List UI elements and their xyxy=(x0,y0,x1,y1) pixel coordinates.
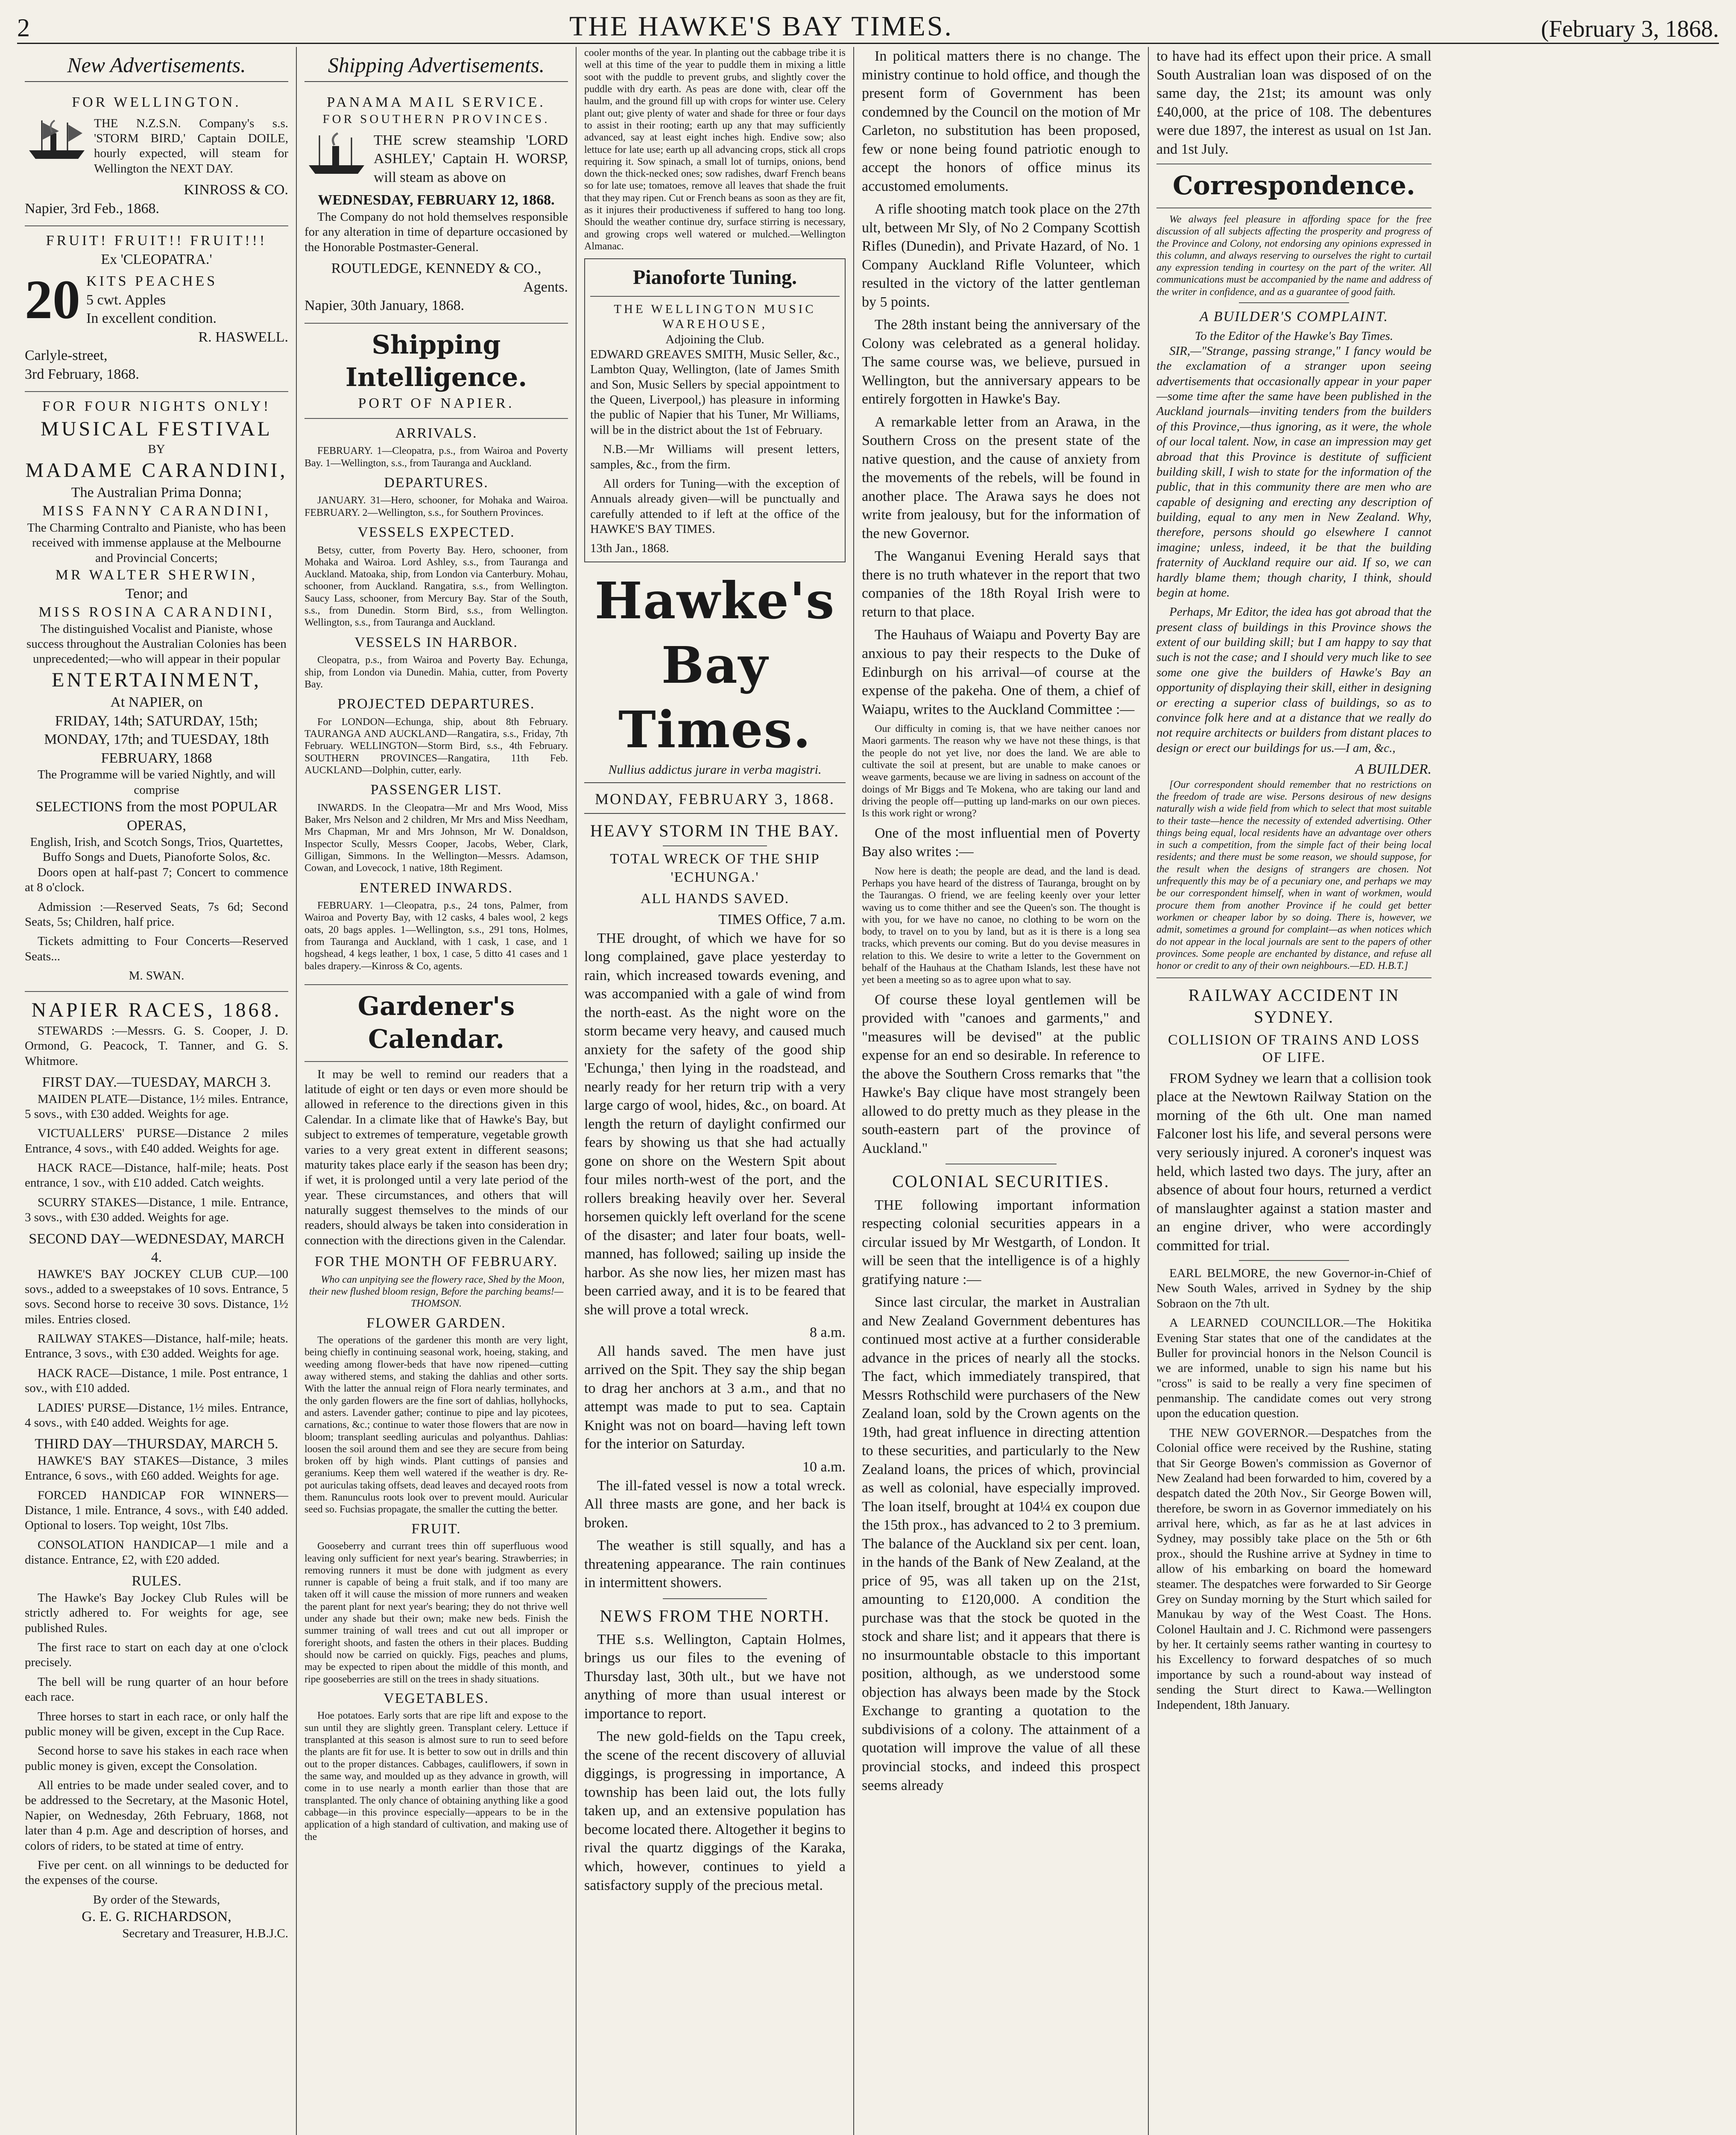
article-paragraph: The ill-fated vessel is now a total wreck. All three masts are gone, and her back is broken. xyxy=(584,1477,846,1531)
ad-note: The Company do not hold themselves responsible for any alteration in time of departure occasioned by the Honorable Postmaster-General. xyxy=(304,210,568,254)
shipping-intelligence-title: Shipping Intelligence. xyxy=(345,330,527,393)
letter-heading: A BUILDER'S COMPLAINT. xyxy=(1200,309,1388,325)
performer-name: MISS ROSINA CARANDINI, xyxy=(38,604,275,620)
issue-date: (February 3, 1868. xyxy=(1541,16,1719,42)
article-headline: HEAVY STORM IN THE BAY. xyxy=(590,821,840,841)
letter-to: To the Editor of the Hawke's Bay Times. xyxy=(1194,329,1393,343)
section-title-shipping-ads: Shipping Advertisements. xyxy=(304,51,568,82)
fruit-text: Gooseberry and currant trees thin off superfluous wood leaving only sufficient for next year's bearing. Strawberries; in removing runners it must be done with judgment as every runner is capable of being a fruit stalk, and if too many are taken off it will cause the mission of more runners and weaken the parent plant for next year's bearing; they do not thrive well under any shade but their own; make new beds. Finish the summer training of wall trees and cut out all improper or foreright shoots, and fasten the others in their places. Budding should now be carried on quickly. Figs, peaches and plums, may be expected to ripen about the middle of this month, and ripe gooseberries are still on the trees in shady situations. xyxy=(304,1541,568,1685)
ad-signer: KINROSS & CO. xyxy=(184,182,288,198)
race-entry: LADIES' PURSE—Distance, 1½ miles. Entrance, 4 sovs., with £40 added. Weights for age. xyxy=(25,1401,288,1430)
editor-note: [Our correspondent should remember that no restrictions on the freedom of trade are wise. Persons desirous of new designs naturally wish a wide field from which to select that most suitable to their taste—hence the necessity of extended advertising. Other things being equal, local residents have an advantage over others in such a competition, from the simple fact of their being local residents; and there must be some reason, we should suppose, for the result when the designs of strangers are chosen. Not unfrequently this may be of a pecuniary one, and perhaps we may be our correspondent himself, when in want of workmen, would procure them from another Province if he could get better workmen or cheaper labor by so doing. There is, however, we admit, sometimes a ground for complaint—as when notices which do not appear in the local journals are sent to the papers of other provinces. Some people are enchanted by distance, and refuse all honor or credit to any of their own neighbours.—ED. H.B.T.] xyxy=(1156,779,1432,972)
harbor-heading: VESSELS IN HARBOR. xyxy=(354,634,518,650)
flower-text: The operations of the gardener this month are very light, being chiefly in continuing seasonal work, hoeing, staking, and weeding among flower-beds that have now ripened—cutting away withered stems, and staking the dahlias and other sorts. With the latter the annual reign of Flora nearly terminates, and the only garden flowers are the fine sort of dahlias, hollyhocks, and asters. Lavender gather; continue to pipe and lay picotees, carnations, &c.; continue to water those flowers that are now in bloom; transplant seedling auriculas and polyanthus. Dahlias: loosen the soil around them and see they are secure from being broken off by high winds. Plant cuttings of pansies and geraniums. Keep them well watered if the weather is dry. Re-pot auriculas taking offsets, dead leaves and decayed roots from them. Ranunculus roots look over to prevent mould. Auricular seed so. Fuchsias propagate, the smaller the cutting the better. xyxy=(304,1335,568,1515)
newspaper-motto: Nullius addictus jurare in verba magistri. xyxy=(584,762,846,783)
article-time: TIMES Office, 7 a.m. xyxy=(718,912,846,928)
performer-desc: The distinguished Vocalist and Pianiste, whose success throughout the Australian Colonies has been unprecedented;—who will appear in their popular xyxy=(26,622,287,666)
month-heading: FOR THE MONTH OF FEBRUARY. xyxy=(314,1254,558,1270)
rule: The Hawke's Bay Jockey Club Rules will be strictly adhered to. For weights for age, see published Rules. xyxy=(25,1591,288,1635)
ad-line: 5 cwt. Apples xyxy=(86,292,166,308)
show-dates: FRIDAY, 14th; SATURDAY, 15th; MONDAY, 17th; and TUESDAY, 18th FEBRUARY, 1868 xyxy=(44,713,269,766)
gardeners-calendar-title: Gardener's Calendar. xyxy=(357,991,515,1054)
performer-name: MR WALTER SHERWIN, xyxy=(55,567,258,583)
arrivals-list: FEBRUARY. 1—Cleopatra, p.s., from Wairoa and Poverty Bay. 1—Wellington, s.s., from Tauranga and Auckland. xyxy=(304,445,568,469)
performer-desc: The Charming Contralto and Pianiste, who has been received with immense applause at the Melbourne and Provincial Concerts; xyxy=(27,521,286,565)
article-headline: NEWS FROM THE NORTH. xyxy=(600,1606,830,1626)
entertainment-title: ENTERTAINMENT, xyxy=(52,668,261,691)
ad-date: 13th Jan., 1868. xyxy=(590,541,669,556)
news-item: A LEARNED COUNCILLOR.—The Hokitika Evening Star states that one of the candidates at the Buller for provincial honors in the Nelson Council is we are informed, unable to sign his name but his "cross" is said to be really a very fine specimen of penmanship. The candidate comes out very strong upon the education question. xyxy=(1156,1316,1432,1421)
rule: The bell will be rung quarter of an hour before each race. xyxy=(25,1675,288,1704)
rules-heading: RULES. xyxy=(132,1573,182,1589)
race-day: THIRD DAY—THURSDAY, MARCH 5. xyxy=(35,1436,278,1452)
shipping-intelligence xyxy=(304,324,568,985)
race-entry: HAWKE'S BAY JOCKEY CLUB CUP.—100 sovs., added to a sweepstakes of 10 sovs. Entrance, 5 sovs. Second horse to receive 30 sovs. Distance, 1½ miles. Entries closed. xyxy=(25,1267,288,1326)
order-line: By order of the Stewards, xyxy=(93,1892,220,1907)
rule: Three horses to start in each race, or only half the public money will be given, except in the Cup Race. xyxy=(25,1709,288,1738)
ad-sub: FOR SOUTHERN PROVINCES. xyxy=(322,112,550,126)
article-paragraph: Since last circular, the market in Australian and New Zealand Government debentures has continued most active at a further considerable advance in the prices of nearly all the stocks. The fact, which immediately transpired, that Messrs Rothschild were purchasers of the New Zealand loan, sold by the Crown agents on the 19th, had great influence in directing attention to these securities, and particularly to the New Zealand loans, the prices of which, provincial as well as colonial, have especially improved. The loan itself, brought at 104¼ ex coupon due the 15th prox., has advanced to 2 to 3 premium. The balance of the Auckland six per cent. loan, in the hands of the Bank of New Zealand, at the price of 95, was all taken up on the 21st, amounting to £120,000. A condition the purchase was that the stock be quoted in the stock and share list; and it appears that there is no insurmountable obstacle to this important position, although, as we understood some objection has always been made by the Stock Exchange to granting a quotation to the subdivisions of a colony. The attainment of a quotation will improve the value of all these provincial stocks, and indeed this prospect seems already xyxy=(862,1294,1140,1793)
ad-heading: FRUIT! FRUIT!! FRUIT!!! xyxy=(46,233,267,249)
article-paragraph: The 28th instant being the anniversary of the Colony was celebrated as a general holiday. The same course was, we believe, pursued in Wellington, but the anniversary appears to be entirely forgotten in Hawke's Bay. xyxy=(862,317,1140,407)
tickets: Tickets admitting to Four Concerts—Reserved Seats... xyxy=(25,934,288,963)
column-1 xyxy=(17,47,297,2135)
entered-list: FEBRUARY. 1—Cleopatra, p.s., 24 tons, Palmer, from Wairoa and Poverty Bay, with 12 casks, 4 bales wool, 2 kegs oats, 20 bags apples. 1—Wellington, s.s., 291 tons, Holmes, from Tauranga and Auckland, with 1 cask, 1 case, and 1 hogshead, 4 kegs leather, 1 box, 1 case, 5 ditto 41 cases and 1 bales drapery.—Kinross & Co, agents. xyxy=(304,900,568,972)
letter-signature: A BUILDER. xyxy=(1355,761,1432,778)
steamship-icon xyxy=(304,131,369,178)
letter-builders-complaint xyxy=(1156,307,1432,972)
ad-napier-races xyxy=(25,992,288,1949)
signer: G. E. G. RICHARDSON, xyxy=(82,1909,231,1925)
race-entry: MAIDEN PLATE—Distance, 1½ miles. Entrance, 5 sovs., with £30 added. Weights for age. xyxy=(25,1092,288,1121)
newspaper-page xyxy=(17,47,1719,2135)
article-paragraph: All hands saved. The men have just arrived on the Spit. They say the ship began to drag her anchors at 3 a.m., and that no attempt was made to put to sea. Captain Knight was not on board—having left town for the interior on Saturday. xyxy=(584,1343,846,1452)
ad-date: 3rd February, 1868. xyxy=(25,366,139,382)
garden-continued: cooler months of the year. In planting out the cabbage tribe it is well at this time of the year to puddle them in mixing a little soot with the puddle to prevent grubs, and slightly cover the puddle with dry earth. As peas are done with, clear off the haulm, and the ground fill up with crops for winter use. Celery plant out; give plenty of water and shade for three or four days to assist in their rooting; earth up any that may sufficiently advanced, say at least eight inches high. Endive sow; also lettuce for late use; earth up all advancing crops, stick all crops requiring it. Sow spinach, a small lot of turnips, onions, bend down the thick-necked ones; sow radishes, dwarf French beans so for late use; tomatoes, remove all leaves that shade the fruit that they may ripen. Cut or French beans as soon as they are fit, as it injures their productiveness if suffered to hang too long. Should the weather continue dry, surface stirring is necessary, and growing crops well watered or mulched.—Wellington Almanac. xyxy=(584,47,846,252)
harbor-list: Cleopatra, p.s., from Wairoa and Poverty Bay. Echunga, ship, from London via Dunedin. Mahia, cutter, from Poverty Bay. xyxy=(304,655,568,690)
quoted-letter: Now here is death; the people are dead, and the land is dead. Perhaps you have heard of the distress of Tauranga, brought on by the Taurangas. O friend, we are feeling keenly over your letter waving us to come thither and see the Queen's son. The thought is with you, for we have no canoe, no clothing to be worn on the body, to travel on to you by land, but as it is there is a long sea tracks, which prevents our coming. But do you devise measures in relation to this. We desire to write a letter to the Government on behalf of the Hauhaus at the Chatham Islands, lest these have not yet been a meeting so as to agree upon what to say. xyxy=(862,866,1140,986)
race-entry: CONSOLATION HANDICAP—1 mile and a distance. Entrance, £2, with £20 added. xyxy=(25,1538,288,1567)
ad-address: Carlyle-street, xyxy=(25,348,108,364)
article-paragraph: A rifle shooting match took place on the 27th ult, between Mr Sly, of No 2 Company Scottish Rifles (Dunedin), and Private Hazard, of No. 1 Company Auckland Rifle Volunteer, which resulted in the victory of the latter gentleman by 5 points. xyxy=(862,201,1140,310)
article-paragraph: The Wanganui Evening Herald says that there is no truth whatever in the report that two companies of the 18th Royal Irish were to return to that place. xyxy=(862,548,1140,620)
gardeners-calendar xyxy=(304,985,568,1855)
race-entry: SCURRY STAKES—Distance, 1 mile. Entrance, 3 sovs., with £30 added. Weights for age. xyxy=(25,1195,288,1225)
vegetables-heading: VEGETABLES. xyxy=(384,1690,489,1706)
ad-body: THE screw steamship 'LORD ASHLEY,' Captain H. WORSP, will steam as above on xyxy=(374,132,568,185)
festival-title: MUSICAL FESTIVAL xyxy=(41,417,272,440)
projected-list: For LONDON—Echunga, ship, about 8th February. TAURANGA AND AUCKLAND—Rangatira, s.s., Friday, 7th February. WELLINGTON—Storm Bird, s.s., 4th February. SOUTHERN PROVINCES—Rangatira, 11th Feb. AUCKLAND—Dolphin, cutter, early. xyxy=(304,716,568,776)
letter-paragraph: Perhaps, Mr Editor, the idea has got abroad that the present class of buildings in this Province shows the extent of our building skill; but I am happy to say that such is not the case; and I should very much like to see some one give the builders of Hawke's Bay an opportunity of displaying their skill, either in designing or erecting a superior class of buildings, so as to convince folk here and at a distance that we really do not require architects or builders from distant places to design or erect our buildings for us.—I am, &c., xyxy=(1156,605,1432,755)
projected-heading: PROJECTED DEPARTURES. xyxy=(337,696,535,712)
ad-nb: N.B.—Mr Williams will present letters, samples, &c., from the firm. xyxy=(590,442,840,471)
article-paragraph: to have had its effect upon their price. A small South Australian loan was disposed of on the same day, the 21st; its amount was only £40,000, at the price of 108. The debentures were due 1897, the interest as usual on 1st Jan. and 1st July. xyxy=(1156,48,1432,157)
news-item: EARL BELMORE, the new Governor-in-Chief of New South Wales, arrived in Sydney by the ship Sobraon on the 7th ult. xyxy=(1156,1266,1432,1310)
rule: Five per cent. on all winnings to be deducted for the expenses of the course. xyxy=(25,1858,288,1887)
ad-signer: R. HASWELL. xyxy=(198,329,288,345)
fruit-heading: FRUIT. xyxy=(411,1521,461,1537)
performer-name: MISS FANNY CARANDINI, xyxy=(42,503,271,519)
ad-pianoforte-tuning xyxy=(584,258,846,562)
ad-panama-mail xyxy=(304,88,568,324)
performer-name: MADAME CARANDINI, xyxy=(25,459,288,482)
article-paragraph: A remarkable letter from an Arawa, in the Southern Cross on the present state of the native question, and the cause of anxiety from the movements of the rebels, will be found in another place. The Arawa says he does not write from jealousy, but for the information of the new Governor. xyxy=(862,414,1140,541)
ad-sub: Ex 'CLEOPATRA.' xyxy=(101,251,212,267)
selections: SELECTIONS from the most POPULAR OPERAS, xyxy=(35,799,278,834)
passenger-list: INWARDS. In the Cleopatra—Mr and Mrs Wood, Miss Baker, Mrs Nelson and 2 children, Mr Mrs and Miss Needham, Mrs Chapman, Mr and Mrs Johnson, Mr W. Donaldson, Inspector Scully, Messrs Cooper, Jacobs, Weber, Clark, Gilligan, Simmons. In the Wellington—Messrs. Adamson, Cowan, and Lovecock, 1 native, 18th Regiment. xyxy=(304,802,568,874)
verse: Who can unpitying see the flowery race, Shed by the Moon, their new flushed bloom resign, Before the parching beams!—THOMSON. xyxy=(309,1274,565,1310)
stewards: STEWARDS :—Messrs. G. S. Cooper, J. D. Ormond, G. Peacock, T. Tanner, and G. S. Whitmore. xyxy=(25,1024,288,1068)
admission: Admission :—Reserved Seats, 7s 6d; Second Seats, 5s; Children, half price. xyxy=(25,900,288,929)
steamship-icon xyxy=(25,116,89,163)
article-heavy-storm xyxy=(584,820,846,1592)
rule: All entries to be made under sealed cover, and to be addressed to the Secretary, at the Masonic Hotel, Napier, on Wednesday, 26th February, 1868, not later than 4 p.m. Age and description of horses, and colors of riders, to be stated at time of entry. xyxy=(25,1778,288,1853)
page-number: 2 xyxy=(17,14,30,42)
departures-list: JANUARY. 31—Hero, schooner, for Mohaka and Wairoa. FEBRUARY. 2—Wellington, s.s., for Southern Provinces. xyxy=(304,495,568,518)
ad-body: EDWARD GREAVES SMITH, Music Seller, &c., Lambton Quay, Wellington, (late of James Smith and Son, Music Sellers by special appointment to the Queen, Liverpool,) has pleasure in informing the public of Napier that his Tuner, Mr Williams, will be in the district about the 1st of February. xyxy=(590,347,840,437)
ad-date: Napier, 3rd Feb., 1868. xyxy=(25,200,159,216)
flower-heading: FLOWER GARDEN. xyxy=(366,1315,506,1331)
ad-line: KITS PEACHES xyxy=(86,273,218,290)
programme: The Programme will be varied Nightly, and will comprise xyxy=(37,768,276,797)
paper-title: THE HAWKE'S BAY TIMES. xyxy=(569,11,953,42)
ad-for-wellington xyxy=(25,88,288,226)
column-4 xyxy=(854,47,1149,2135)
venue: At NAPIER, on xyxy=(110,694,203,711)
article-headline: COLONIAL SECURITIES. xyxy=(892,1172,1110,1191)
masthead xyxy=(17,13,1719,44)
article-paragraph: Of course these loyal gentlemen will be provided with "canoes and garments," and "measures will be devised" at the public expense for an end so desirable. In reference to the above the Southern Cross remarks that "the Hawke's Bay clique have most strangely been allowed to do pretty much as they please in the south-eastern part of the province of Auckland." xyxy=(862,991,1140,1156)
article-headline: RAILWAY ACCIDENT IN SYDNEY. xyxy=(1188,985,1400,1027)
ad-body: THE N.Z.S.N. Company's s.s. 'STORM BIRD,' Captain DOILE, hourly expected, will steam for Wellington the NEXT DAY. xyxy=(94,116,288,175)
ad-heading: FOR FOUR NIGHTS ONLY! xyxy=(42,398,271,415)
ad-heading: PANAMA MAIL SERVICE. xyxy=(327,94,546,110)
section-title-new-ads: New Advertisements. xyxy=(25,51,288,82)
departures-heading: DEPARTURES. xyxy=(384,474,489,491)
article-paragraph: In political matters there is no change. The ministry continue to hold office, and though the present form of Government has been condemned by the Council on the motion of Mr Carleton, no substitution has been proposed, few or none being found patriotic enough to accept the honors of office minus its accustomed emoluments. xyxy=(862,48,1140,194)
ad-date: Napier, 30th January, 1868. xyxy=(304,298,465,314)
issue-dateline: MONDAY, FEBRUARY 3, 1868. xyxy=(584,789,846,814)
correspondence-title: Correspondence. xyxy=(1173,171,1415,201)
article-paragraph: The new gold-fields on the Tapu creek, the scene of the recent discovery of alluvial diggings, is progressing in importance, A township has been laid out, the lots fully taken up, and an extensive population has become located there. Altogether it begins to rival the quartz diggings of the Karaka, which, however, continues to yield a satisfactory supply of the precious metal. xyxy=(584,1728,846,1893)
rule: Second horse to save his stakes in each race when public money is given, except the Consolation. xyxy=(25,1744,288,1773)
ad-line: In excellent condition. xyxy=(86,310,217,327)
port-heading: PORT OF NAPIER. xyxy=(358,395,515,412)
ad-musical-festival xyxy=(25,392,288,992)
column-2 xyxy=(297,47,577,2135)
ad-heading: FOR WELLINGTON. xyxy=(72,94,241,110)
race-day: SECOND DAY—WEDNESDAY, MARCH 4. xyxy=(29,1231,284,1266)
race-entry: VICTUALLERS' PURSE—Distance 2 miles Entrance, 4 sovs., with £40 added. Weights for age. xyxy=(25,1126,288,1155)
race-entry: HACK RACE—Distance, 1 mile. Post entrance, 1 sov., with £10 added. xyxy=(25,1366,288,1395)
article-paragraph: THE following important information respecting colonial securities appears in a circular issued by Mr Westgarth, of London. It will be seen that the intelligence is of a highly gratifying nature :— xyxy=(862,1197,1140,1287)
races-title: NAPIER RACES, 1868. xyxy=(31,999,282,1022)
letter-paragraph: SIR,—"Strange, passing strange," I fancy would be the exclamation of a stranger upon seeing advertisements that occasionally appear in your paper—some time after the same have been published in the Auckland journals—inviting tenders from the builders of this Province,—thus ignoring, as it were, the whole of our local talent. Now, in case an impression may get abroad that this Province is destitute of sufficient building skill, I wish to state for the information of the public, that in this community there are men who are capable of designing and erecting any description of building, equal to any men in New Zealand. Why, therefore, persons should go elsewhere I cannot imagine; unless, indeed, it be that the building fraternity of Auckland require our aid. If so, we can hardly blame them; though charity, I think, should begin at home. xyxy=(1156,344,1432,600)
article-paragraph: The weather is still squally, and has a threatening appearance. The rain continues in intermittent showers. xyxy=(584,1538,846,1591)
race-day: FIRST DAY.—TUESDAY, MARCH 3. xyxy=(42,1074,271,1090)
article-railway-accident xyxy=(1156,984,1432,1255)
article-time: 10 a.m. xyxy=(802,1459,846,1475)
ad-heading: Pianoforte Tuning. xyxy=(632,266,797,289)
race-entry: HAWKE'S BAY STAKES—Distance, 3 miles Entrance, 6 sovs., with £60 added. Weights for age. xyxy=(25,1454,288,1483)
ad-orders: All orders for Tuning—with the exception of Annuals already given—will be punctually and carefully attended to if left at the office of the HAWKE'S BAY TIMES. xyxy=(590,477,840,536)
calendar-intro: It may be well to remind our readers that a latitude of eight or ten days or even more should be allowed in reference to the directions given in this Calendar. In a climate like that of Hawke's Bay, but subject to extremes of temperature, vegetable growth varies to a very great extent in different seasons; maturity takes place early if the season has been dry; if wet, it is prolonged until a very late period of the year. These circumstances, and others that will naturally suggest themselves to the minds of our readers, should always be taken into consideration in connection with the directions given in the Calendar. xyxy=(304,1067,568,1247)
entered-heading: ENTERED INWARDS. xyxy=(360,880,513,896)
quoted-letter: Our difficulty in coming is, that we have neither canoes nor Maori garments. The reason why we have not these things, is that the people do not yet live, nor does the land. We are able to cultivate the soil at present, but are unable to make canoes or weave garments, because we are living in sadness on account of the doings of Mr Biggs and Te Mokena, who are taking our land and driving the people off—putting up land-marks on our own pieces. Is this work right or wrong? xyxy=(862,723,1140,819)
article-paragraph: One of the most influential men of Poverty Bay also writes :— xyxy=(862,825,1140,860)
performer-desc: Tenor; and xyxy=(125,585,188,602)
songs: English, Irish, and Scotch Songs, Trios, Quartettes, Buffo Songs and Duets, Pianoforte Solos, &c. xyxy=(30,835,283,864)
column-3 xyxy=(577,47,854,2135)
article-paragraph: The Hauhaus of Waiapu and Poverty Bay are anxious to pay their respects to the Duke of Edinburgh on his arrival—of course at the expense of the pakeha. One of them, a chief of Waiapu, writes to the Auckland Committee :— xyxy=(862,627,1140,717)
by-line: BY xyxy=(148,442,165,456)
arrivals-heading: ARRIVALS. xyxy=(395,425,477,441)
news-item: THE NEW GOVERNOR.—Despatches from the Colonial office were received by the Rushine, stating that Sir George Bowen's commission as Governor of New Zealand had been forwarded to him, covered by a despatch dated the 20th Nov., Sir George Bowen will, therefore, be sworn in as Governor immediately on his arrival here, which, as far as he at last advices in Sydney, may possibly take place on the 5th or 6th prox., should the Rushine arrive at Sydney in time to allow of his embarking on board the homeward steamer. The despatches were forwarded to Sir George Grey on Sunday morning by the Sturt which sailed for Manukau by way of the West Coast. The Hons. Colonel Haultain and J. C. Richmond were passengers by her. It certainly seems rather wanting in courtesy to his Excellency to forward despatches of so much importance by such a round-about way instead of sending the Sturt direct to Kawa.—Wellington Independent, 18th January. xyxy=(1156,1426,1432,1712)
expected-heading: VESSELS EXPECTED. xyxy=(357,524,515,541)
article-time: 8 a.m. xyxy=(809,1325,846,1341)
store-adjoining: Adjoining the Club. xyxy=(665,332,764,346)
doors: Doors open at half-past 7; Concert to commence at 8 o'clock. xyxy=(25,865,288,895)
ad-number: 20 xyxy=(25,269,80,331)
rule: The first race to start on each day at one o'clock precisely. xyxy=(25,1641,288,1670)
ad-fruit xyxy=(25,226,288,392)
expected-list: Betsy, cutter, from Poverty Bay. Hero, schooner, from Mohaka and Wairoa. Lord Ashley, s.s., from Tauranga and Auckland. Matoaka, ship, from London via Canterbury. Mohau, schooner, from Auckland. Rangatira, s.s., from Wellington. Saucy Lass, schooner, from Mercury Bay. Star of the South, s.s., from Dunedin. Storm Bird, s.s., from Wellington. Wellington, s.s., from Tauranga and Auckland. xyxy=(304,544,568,629)
performer-desc: The Australian Prima Donna; xyxy=(71,484,242,500)
article-colonial-securities xyxy=(862,1170,1140,1795)
article-subhead: ALL HANDS SAVED. xyxy=(640,890,790,907)
article-paragraph: THE drought, of which we have for so long complained, gave place yesterday to rain, which increased towards evening, and was accompanied with a gale of wind from the north-east. As the night wore on the storm became very heavy, and caused much anxiety for the safety of the good ship 'Echunga,' then lying in the roadstead, and nearly ready for her return trip with a very large cargo of wool, hides, &c., on board. At length the return of daylight confirmed our fears by showing us that she had actually gone on shore on the Western Spit about four miles north-west of the port, and the rollers breaking heavily over her. Several horsemen quickly left overland for the scene of the disaster; and later four boats, well-manned, has followed; sailing up inside the harbor. As she now lies, her mizen mast has been carried away, and it is to be feared that she will prove a total wreck. xyxy=(584,930,846,1318)
column-5 xyxy=(1149,47,1439,2135)
newspaper-nameplate: Hawke's Bay Times. xyxy=(594,570,835,759)
sail-date: WEDNESDAY, FEBRUARY 12, 1868. xyxy=(318,192,555,208)
store-name: THE WELLINGTON MUSIC WAREHOUSE, xyxy=(614,302,816,331)
signer-role: Secretary and Treasurer, H.B.J.C. xyxy=(122,1926,288,1940)
passenger-heading: PASSENGER LIST. xyxy=(370,782,502,798)
article-paragraph: FROM Sydney we learn that a collision took place at the Newtown Railway Station on the morning of the 6th ult. One man named Falconer lost his life, and several persons were very seriously injured. A coroner's inquest was held, which lasted two days. The jury, after an absence of about four hours, returned a verdict of manslaughter against a station master and an engine driver, who were accordingly committed for trial. xyxy=(1156,1070,1432,1254)
race-entry: HACK RACE—Distance, half-mile; heats. Post entrance, 1 sov., with £10 added. Catch weights. xyxy=(25,1161,288,1190)
article-news-north xyxy=(584,1605,846,1895)
article-paragraph: THE s.s. Wellington, Captain Holmes, brings us our files to the evening of Thursday last, 30th ult., but we have not anything of more than usual interest or importance to report. xyxy=(584,1631,846,1722)
article-subhead: COLLISION OF TRAINS AND LOSS OF LIFE. xyxy=(1168,1032,1420,1066)
race-entry: RAILWAY STAKES—Distance, half-mile; heats. Entrance, 3 sovs., with £30 added. Weights for age. xyxy=(25,1332,288,1361)
ad-signer: ROUTLEDGE, KENNEDY & CO., xyxy=(331,260,542,277)
ad-role: Agents. xyxy=(523,279,568,295)
agent: M. SWAN. xyxy=(129,969,184,983)
vegetables-text: Hoe potatoes. Early sorts that are ripe lift and expose to the sun until they are slightly green. Transplant celery. Lettuce if transplanted at this season is almost sure to run to seed before the plants are fit for use. It is better to sow out in drills and thin out to the proper distances. Cabbages, cauliflowers, if sown in the same way, and moulded up as they advance in growth, will come in to use nearly a month earlier than those that are transplanted. The only chance of obtaining anything like a good cabbage—in this province especially—appears to be in the application of a high standard of cultivation, and making use of the xyxy=(304,1710,568,1843)
race-entry: FORCED HANDICAP FOR WINNERS—Distance, 1 mile. Entrance, 4 sovs., with £40 added. Optional to losers. Top weight, 10st 7lbs. xyxy=(25,1488,288,1533)
article-subhead: TOTAL WRECK OF THE SHIP 'ECHUNGA.' xyxy=(610,851,820,886)
correspondence-note: We always feel pleasure in affording space for the free discussion of all subjects affecting the prosperity and progress of the Province and Colony, not endorsing any opinions expressed in this column, and always reserving to ourselves the right to curtail any expression tending in courtesy on the part of the writer. All communications must be accompanied by the name and address of the writer in confidence, and as a guarantee of good faith. xyxy=(1156,214,1432,298)
